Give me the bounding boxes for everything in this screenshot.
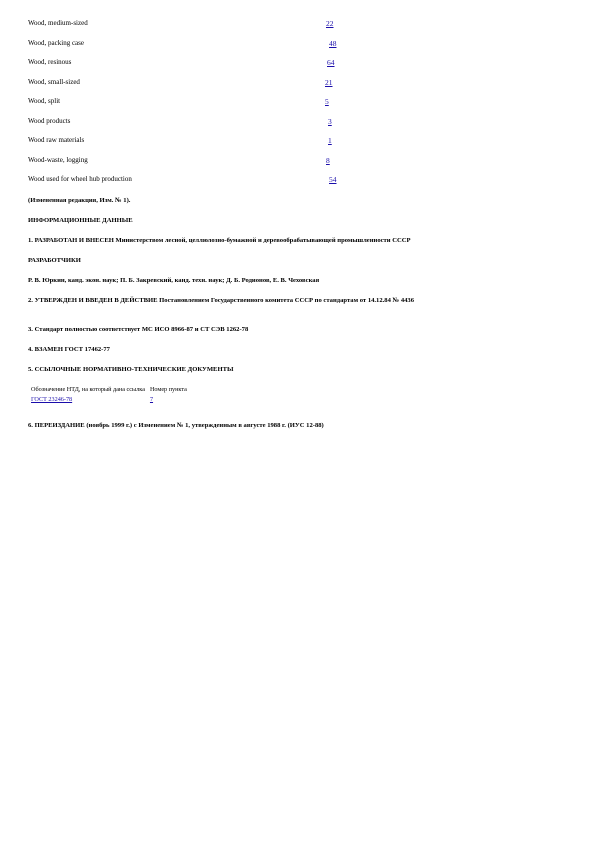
index-page-link[interactable]: 64 xyxy=(327,58,335,67)
list-item xyxy=(28,117,568,129)
references-table xyxy=(30,386,191,407)
item-3-conformity: 3. Стандарт полностью соответствует МС ИСО 8966-87 и СТ СЭВ 1262-78 xyxy=(28,326,249,333)
ref-header-clause: Номер пункта xyxy=(149,386,187,393)
item-2-approved: 2. УТВЕРЖДЕН И ВВЕДЕН В ДЕЙСТВИЕ Постановлением Государственного комитета СССР по стандартам от 14.12.84 № 4436 xyxy=(28,297,415,304)
index-term: Wood raw materials xyxy=(28,136,85,144)
ref-header-document: Обозначение НТД, на который дана ссылка xyxy=(31,386,145,393)
table-row xyxy=(30,393,191,407)
index-page-link[interactable]: 21 xyxy=(325,77,333,87)
index-page-link[interactable]: 22 xyxy=(326,19,334,28)
index-term: Wood, medium-sized xyxy=(28,19,88,27)
index-term: Wood, small-sized xyxy=(28,77,80,86)
index-term: Wood, packing case xyxy=(28,38,84,47)
list-item xyxy=(28,136,568,148)
list-item xyxy=(28,78,568,90)
index-term: Wood used for wheel hub production xyxy=(28,175,132,183)
index-term: Wood, split xyxy=(28,97,61,105)
item-6-reissue: 6. ПЕРЕИЗДАНИЕ (ноябрь 1999 г.) с Изменением № 1, утвержденным в августе 1988 г. (ИУС 12-88) xyxy=(28,422,324,429)
item-1-developed-by: 1. РАЗРАБОТАН И ВНЕСЕН Министерством лесной, целлюлозно-бумажной и деревообрабатывающей промышленности СССР xyxy=(28,237,411,244)
list-item xyxy=(28,175,568,187)
ref-document-link[interactable]: ГОСТ 23246-78 xyxy=(31,396,73,403)
index-page-link[interactable]: 1 xyxy=(328,136,332,145)
item-4-replaces: 4. ВЗАМЕН ГОСТ 17462-77 xyxy=(28,346,110,353)
index-page-link[interactable]: 54 xyxy=(329,175,337,184)
references-table-header xyxy=(30,386,191,393)
index-term: Wood-waste, logging xyxy=(28,155,88,164)
index-page-link[interactable]: 8 xyxy=(326,155,330,165)
list-item xyxy=(28,97,568,109)
index-term: Wood products xyxy=(28,116,71,125)
index-page-link[interactable]: 48 xyxy=(329,38,337,48)
list-item xyxy=(28,19,568,31)
ref-clause-link[interactable]: 7 xyxy=(149,396,154,403)
index-term: Wood, resinous xyxy=(28,58,72,66)
item-5-references-heading: 5. ССЫЛОЧНЫЕ НОРМАТИВНО-ТЕХНИЧЕСКИЕ ДОКУМЕНТЫ xyxy=(28,366,234,373)
list-item xyxy=(28,156,568,168)
index-page-link[interactable]: 3 xyxy=(328,116,332,126)
info-heading: ИНФОРМАЦИОННЫЕ ДАННЫЕ xyxy=(28,217,133,224)
list-item xyxy=(28,39,568,51)
index-page-link[interactable]: 5 xyxy=(325,97,329,106)
amendment-note: (Измененная редакция, Изм. № 1). xyxy=(28,197,131,204)
developers-list: Р. В. Юркин, канд. экон. наук; П. Б. Закревский, канд. техн. наук; Д. Б. Родионов, Е. В. Чеховская xyxy=(28,277,320,284)
developers-heading: РАЗРАБОТЧИКИ xyxy=(28,257,81,264)
list-item xyxy=(28,58,568,70)
